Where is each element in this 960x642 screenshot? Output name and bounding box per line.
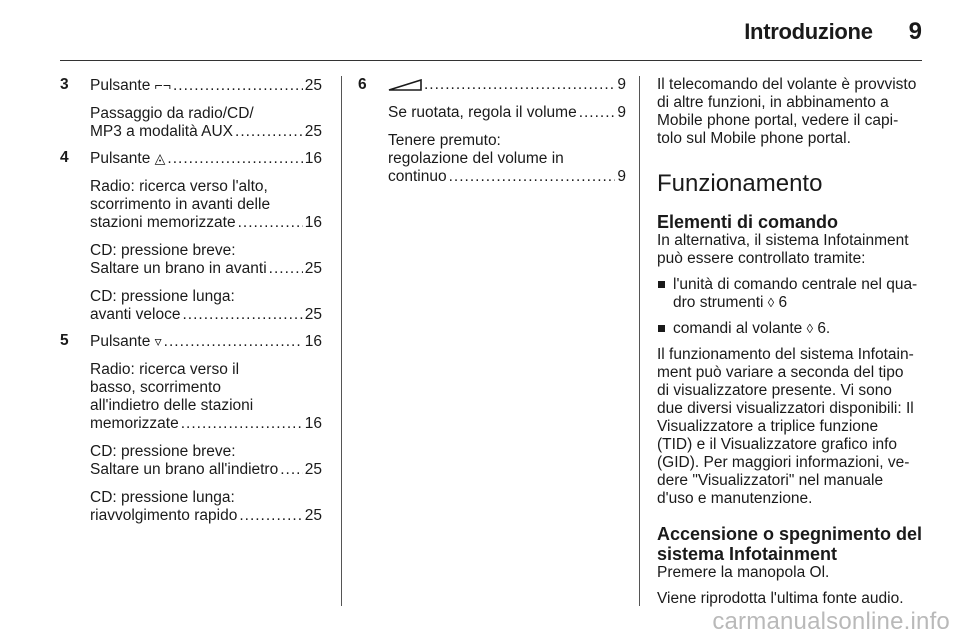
text-line: Passaggio da radio/CD/ — [90, 105, 254, 122]
leader-dots — [235, 123, 303, 141]
text-line: di altre funzioni, in abbinamento a — [657, 94, 889, 111]
entry-number: 5 — [60, 332, 69, 349]
page-reference-icon: ◊ — [806, 321, 813, 336]
entry-number: 4 — [60, 149, 69, 166]
page-ref: 25 — [304, 260, 322, 277]
watermark: carmanualsonline.info — [712, 608, 950, 635]
text-line: l'unità di comando centrale nel qua- — [673, 276, 918, 293]
text-line: Mobile phone portal, vedere il capi- — [657, 112, 899, 129]
text-line: Accensione o spegnimento del — [657, 524, 923, 544]
entry-label: Pulsante ⌐¬ — [90, 77, 171, 94]
text-line: Il funzionamento del sistema Infotain- — [657, 346, 914, 363]
entry-label: Pulsante ◬ — [90, 150, 166, 167]
bullet-square-icon — [658, 325, 665, 332]
text-line: sistema Infotainment — [657, 544, 838, 564]
bullet-square-icon — [658, 281, 665, 288]
text-line: CD: pressione breve: — [90, 242, 236, 259]
text-line: (GID). Per maggiori informazioni, ve- — [657, 454, 910, 471]
entry-3-sub-1 — [60, 105, 322, 141]
entry-row — [388, 104, 626, 122]
text-line: Saltare un brano in avanti — [90, 260, 267, 277]
page-ref: 25 — [304, 77, 322, 94]
up-triangle-icon: ◬ — [154, 150, 166, 166]
entry-row — [90, 76, 322, 95]
text-line: comandi al volante ◊ 6. — [673, 320, 831, 337]
page-ref: 25 — [304, 123, 322, 140]
entry-row — [90, 123, 322, 141]
text-line: Premere la manopola — [657, 564, 806, 581]
column-3 — [657, 76, 923, 608]
entry-5 — [60, 332, 322, 351]
entry-4 — [60, 149, 322, 168]
text-line: può essere controllato tramite: — [657, 250, 866, 267]
text-line: Radio: ricerca verso l'alto, — [90, 178, 268, 195]
text-line: CD: pressione lunga: — [90, 288, 235, 305]
paragraph-4: Viene riprodotta l'ultima fonte audio. — [657, 590, 904, 607]
page-ref: 25 — [304, 306, 322, 323]
entry-3 — [60, 76, 322, 95]
text-line: avanti veloce — [90, 306, 181, 323]
bullet-item — [657, 276, 923, 312]
column-1 — [60, 76, 322, 525]
leader-dots — [449, 168, 616, 186]
subsection-heading: Elementi di comando — [657, 212, 839, 232]
page-ref: 25 — [304, 507, 322, 524]
entry-number: 3 — [60, 76, 69, 93]
entry-row — [90, 149, 322, 168]
leader-dots — [173, 77, 303, 95]
entry-row — [90, 461, 322, 479]
text-line: continuo — [388, 168, 447, 185]
entry-5-sub-2 — [60, 443, 322, 479]
text-line: tolo sul Mobile phone portal. — [657, 130, 851, 147]
text-line: dro strumenti ◊ 6 — [673, 294, 788, 311]
page-ref: 25 — [304, 461, 322, 478]
subsection-heading — [657, 524, 923, 564]
page-title: Introduzione — [744, 19, 873, 44]
page-header — [744, 18, 922, 46]
entry-number: 6 — [358, 76, 367, 93]
text-line: riavvolgimento rapido — [90, 507, 238, 524]
bullet-item — [657, 320, 923, 338]
page-ref: 6 — [778, 294, 788, 311]
leader-dots — [280, 461, 303, 479]
text-line: In alternativa, il sistema Infotainment — [657, 232, 909, 249]
entry-row — [90, 214, 322, 232]
volume-wedge-icon — [388, 79, 422, 91]
page-ref: 6. — [817, 320, 831, 337]
text-line: stazioni memorizzate — [90, 214, 236, 231]
text-line: scorrimento in avanti delle — [90, 196, 271, 213]
entry-row — [90, 306, 322, 324]
down-triangle-icon: ▿ — [154, 333, 162, 349]
text-line: CD: pressione lunga: — [90, 489, 235, 506]
column-2 — [358, 76, 626, 186]
entry-6 — [358, 76, 626, 94]
paragraph-2 — [657, 346, 923, 508]
text-line: Saltare un brano all'indietro — [90, 461, 279, 478]
text-line: memorizzate — [90, 415, 179, 432]
page-ref: 9 — [617, 104, 626, 121]
text-line: due diversi visualizzatori disponibili: Il — [657, 400, 914, 417]
leader-dots — [579, 104, 616, 122]
leader-dots — [239, 507, 302, 525]
entry-row — [90, 507, 322, 525]
paragraph-3 — [657, 564, 923, 582]
entry-label: Pulsante ▿ — [90, 333, 162, 350]
leader-dots — [167, 150, 302, 168]
column-divider-2 — [639, 76, 640, 606]
leader-dots — [164, 333, 303, 351]
text-line: all'indietro delle stazioni — [90, 397, 254, 414]
page-ref: 16 — [304, 214, 322, 231]
leader-dots — [182, 306, 302, 324]
entry-6-sub-1 — [358, 104, 626, 122]
paragraph-1 — [657, 232, 923, 268]
entry-4-sub-3 — [60, 288, 322, 324]
text-line: Tenere premuto: — [388, 132, 501, 149]
entry-4-sub-2 — [60, 242, 322, 278]
text-line: dere "Visualizzatori" nel manuale — [657, 472, 884, 489]
entry-label — [388, 76, 422, 94]
entry-row — [388, 76, 626, 94]
column-divider-1 — [341, 76, 342, 606]
text-line: CD: pressione breve: — [90, 443, 236, 460]
text-line: di visualizzatore presente. Vi sono — [657, 382, 892, 399]
leader-dots — [424, 76, 615, 94]
entry-4-sub-1 — [60, 178, 322, 232]
leader-dots — [269, 260, 303, 278]
text-line: d'uso e manutenzione. — [657, 490, 813, 507]
text-line: regolazione del volume in — [388, 150, 564, 167]
page-ref: 16 — [304, 150, 322, 167]
page-ref: 9 — [617, 76, 626, 93]
leader-dots — [238, 214, 303, 232]
text-line: basso, scorrimento — [90, 379, 221, 396]
text-line: Il telecomando del volante è provvisto — [657, 76, 917, 93]
text-line: (TID) e il Visualizzatore grafico info — [657, 436, 898, 453]
power-knob-icon: Ol. — [809, 564, 830, 581]
header-rule — [60, 60, 922, 61]
text-line: Se ruotata, regola il volume — [388, 104, 577, 121]
entry-row — [90, 415, 322, 433]
entry-5-sub-1 — [60, 361, 322, 433]
text-line: MP3 a modalità AUX — [90, 123, 234, 140]
intro-paragraph — [657, 76, 923, 148]
section-heading: Funzionamento — [657, 170, 823, 197]
entry-6-sub-2 — [358, 132, 626, 186]
page-ref: 16 — [304, 415, 322, 432]
entry-row — [90, 332, 322, 351]
page-ref: 9 — [617, 168, 626, 185]
phone-mode-icon: ⌐¬ — [154, 77, 171, 93]
page-reference-icon: ◊ — [767, 295, 775, 310]
entry-row — [388, 168, 626, 186]
entry-5-sub-3 — [60, 489, 322, 525]
text-line: Visualizzatore a triplice funzione — [657, 418, 879, 435]
page-number: 9 — [908, 18, 922, 45]
text-line: Radio: ricerca verso il — [90, 361, 240, 378]
text-line: ment può variare a seconda del tipo — [657, 364, 904, 381]
page-ref: 16 — [304, 333, 322, 350]
entry-row — [90, 260, 322, 278]
leader-dots — [181, 415, 303, 433]
